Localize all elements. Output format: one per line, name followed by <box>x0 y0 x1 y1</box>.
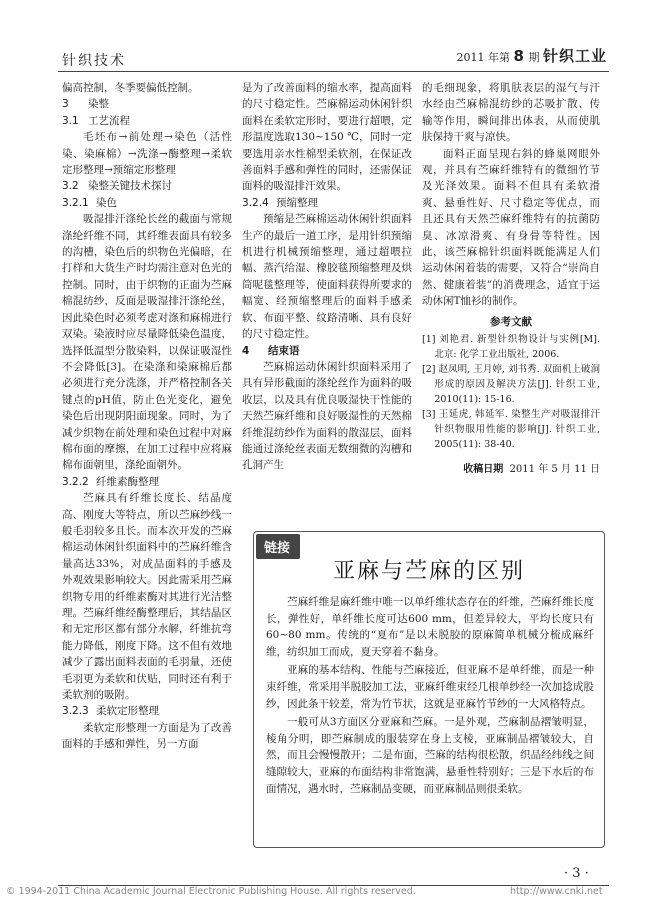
box-body <box>266 594 594 799</box>
box-paragraph: 一般可从3方面区分亚麻和苎麻。一是外观，苎麻制品褶皱明显，棱角分明，即苎麻制成的服装穿在身上支棱，亚麻制品褶皱较大，自然，而且会慢慢散开；二是布面，苎麻的结构很松散，织品经纬线之间缝隙较大，亚麻的布面结构非常饱满，悬垂性特别好；三是下水后的布面情况，遇水时，苎麻制品变硬，而亚麻制品则很柔软。 <box>266 716 594 795</box>
heading-3-2-1: 3.2.1 染色 <box>62 196 117 209</box>
heading-3-2-3: 3.2.3 柔软定形整理 <box>62 705 159 718</box>
process-flow: 毛坯布→前处理→染色（活性染、染麻棉）→洗涤→酶整理→柔软定形整理→预缩定形整理 <box>62 131 232 177</box>
reference-item: [1] 刘艳君. 新型针织物设计与实例[M]. 北京: 化学工业出版社, 2006. <box>422 334 600 361</box>
paragraph-summary: 面料正面呈现右斜的蜂巢网眼外观，并具有苎麻纤维特有的微细竹节及光泽效果。面料不但具有柔软滑爽、悬垂性好、尺寸稳定等优点，而且还具有天然苎麻纤维特有的抗菌防臭、冰凉滑爽、有身骨等特性。因此，该苎麻棉针织面料既能满足人们运动休闲着装的需要，又符合“崇尚自然、健康着装”的消费理念，适宜于运动休闲T恤衫的制作。 <box>422 147 600 308</box>
paragraph-enzyme: 苎麻具有纤维长度长、结晶度高、刚度大等特点，所以苎麻纱线一般毛羽较多且长。而本次开发的苎麻棉运动休闲针织面料中的苎麻纤维含量高达33%，对成品面料的手感及外观效果影响较大。因此需采用苎麻织物专用的纤维素酶对其进行光洁整理。苎麻纤维经酶整理后，其结晶区和无定形区都有部分水解，纤维抗弯能力降低，刚度下降。这不但有效地减少了露出面料表面的毛羽量，还使毛羽更为柔软和伏贴，同时还有利于柔软剂的吸附。 <box>62 492 232 702</box>
column-1 <box>62 80 232 753</box>
paragraph-dyeing: 吸湿排汗涤纶长丝的截面与常规涤纶纤维不同，其纤维表面具有较多的沟槽，染色后的织物色光偏暗，在打样和大货生产时均需注意对色光的控制。同时，由于织物的正面为苎麻棉混纺纱，反面是吸湿排汗涤纶丝，因此染色时必须考虑对涤和麻棉进行双染。染液时应尽量降低染色温度，选择低温型分散染料，以保证吸湿性不会降低[3]。在染涤和染麻棉后都必须进行充分洗涤，并严格控制各关键点的pH值，防止色光变化，避免染色后出现阴阳面现象。同时，为了减少织物在前处理和染色过程中对麻棉布面的摩擦，在加工过程中应将麻棉布面朝里，涤纶面朝外。 <box>62 213 232 472</box>
section-title: 针织技术 <box>62 53 126 69</box>
heading-3-2: 3.2 染整关键技术探讨 <box>62 180 172 193</box>
box-title: 亚麻与苎麻的区别 <box>332 559 525 584</box>
journal-issue <box>457 45 607 66</box>
header-rule <box>58 71 609 72</box>
journal-name: 针织工业 <box>542 47 607 65</box>
heading-3-2-4: 3.2.4 预缩整理 <box>242 196 318 209</box>
heading-3: 3 染整 <box>62 98 109 111</box>
column-2 <box>242 80 412 474</box>
paragraph: 偏高控制，冬季要偏低控制。 <box>62 82 199 94</box>
footer-url[interactable]: http://www.cnki.net <box>510 886 603 897</box>
issue-number: 8 <box>513 47 525 65</box>
paragraph-conclusion: 苎麻棉运动休闲针织面料采用了具有异形截面的涤纶丝作为面料的吸收层，以及具有优良吸湿快干性能的天然苎麻纤维和良好吸湿性的天然棉纤维混纺纱作为面料的散湿层，面料能通过涤纶丝表面无数细微的沟槽和孔洞产生 <box>242 360 412 472</box>
year-issue-label: 2011 年第 <box>456 51 511 64</box>
heading-4: 4 结束语 <box>242 344 300 357</box>
link-tag: 链接 <box>256 534 300 559</box>
box-paragraph: 亚麻的基本结构、性能与苎麻接近，但亚麻不是单纤维，而是一种束纤维，常采用半脱胶加工法，亚麻纤维束经几根单纱经一次加捻成股纱，因此条干较差，常为竹节状，这就是亚麻竹节纱的一大风格特点。 <box>266 664 594 710</box>
heading-3-1: 3.1 工艺流程 <box>62 114 130 127</box>
paragraph-preshrink: 预缩是苎麻棉运动休闲针织面料生产的最后一道工序，是用针织预缩机进行机械预缩整理，通过超喂拉幅、蒸汽给湿、橡胶毯预缩整理及烘筒呢毯整理等，使面料获得所要求的幅宽、经预缩整理后的面料手感柔软、布面平整、纹路清晰、具有良好的尺寸稳定性。 <box>242 213 412 341</box>
paragraph: 的毛细现象，将肌肤表层的湿气与汗水经由苎麻棉混纺纱的芯吸扩散、传输等作用，瞬间排出体表，从而使肌肤保持干爽与凉快。 <box>422 82 600 144</box>
reference-item: [2] 赵凤明, 王月婷, 刘书秀. 双面机上破洞形成的原因及解决方法[J]. 针织工业, 2010(11): 15-16. <box>422 364 600 406</box>
page-number: · 3 · <box>564 866 589 881</box>
copyright-text: © 1994-2011 China Academic Journal Electronic Publishing House. All rights reserved. <box>6 886 416 897</box>
column-3 <box>422 80 600 479</box>
received-date: 收稿日期 2011 年 5 月 11 日 <box>463 464 600 476</box>
reference-item: [3] 王延虎, 韩延军. 染整生产对吸湿排汗针织物服用性能的影响[J]. 针织工业, 2005(11): 38-40. <box>422 409 600 451</box>
issue-suffix: 期 <box>528 51 540 64</box>
box-paragraph: 苎麻纤维是麻纤维中唯一以单纤维状态存在的纤维，苎麻纤维长度长，弹性好，单纤维长度可达600 mm，但差异较大，平均长度只有60~80 mm。传统的“夏布”是以未脱胶的原麻简单机械分梳成麻纤维，纺织加工而成，夏天穿着不黏身。 <box>266 596 594 658</box>
paragraph: 是为了改善面料的缩水率，提高面料的尺寸稳定性。苎麻棉运动休闲针织面料在柔软定形时，要进行超喂，定形温度选取130~150 ℃，同时一定要选用亲水性棉型柔软剂，在保证改善面料手感和弹性的同时，还需保证面料的吸湿排汗效果。 <box>242 82 412 193</box>
paragraph-softening: 柔软定形整理一方面是为了改善面料的手感和弹性，另一方面 <box>62 721 232 751</box>
link-box <box>253 531 605 848</box>
references-title: 参考文献 <box>490 315 532 328</box>
heading-3-2-2: 3.2.2 纤维素酶整理 <box>62 475 159 488</box>
